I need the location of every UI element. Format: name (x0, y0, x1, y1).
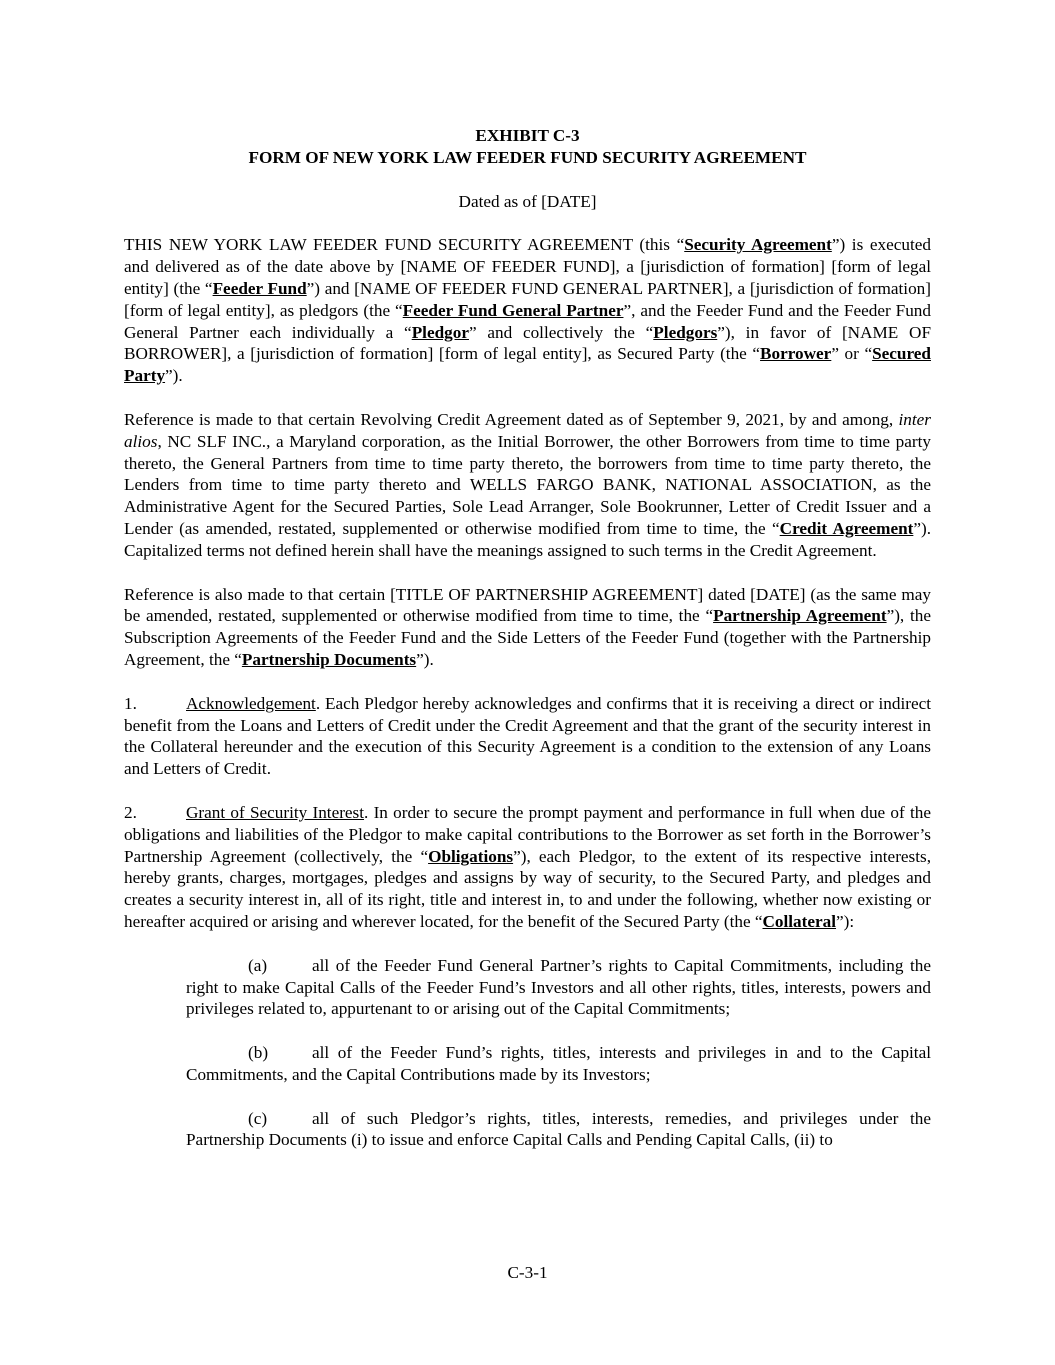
collateral-item-b (186, 1042, 931, 1086)
item-label: (c) (248, 1108, 268, 1128)
dated-line: Dated as of [DATE] (458, 191, 597, 211)
item-label: (a) (248, 955, 268, 975)
defined-term-partnership-documents: Partnership Documents (241, 649, 417, 669)
item-label: (b) (248, 1043, 269, 1063)
section-heading: Acknowledgement (186, 693, 316, 713)
defined-term-borrower: Borrower (760, 344, 832, 364)
reference-credit-agreement-paragraph: Reference is made to that certain Revolving Credit Agreement dated as of September 9, 2021, by and among, inter alios, NC SLF INC., a Maryland corporation, as the Initial Borrower, the other Borrowers from time to time party thereto, the General Partners from time to time party thereto, the borrowers from time to time party thereto, the Lenders from time to time party thereto and WELLS FARGO BANK, NATIONAL ASSOCIATION, as the Administrative Agent for the Secured Parties, Sole Lead Arranger, Sole Bookrunner, Letter of Credit Issuer and a Lender (as amended, restated, supplemented or otherwise modified from time to time, the “Credit Agreement”). Capitalized terms not defined herein shall have the meanings assigned to such terms in the Credit Agreement. (124, 409, 932, 560)
defined-term-pledgor: Pledgor (411, 322, 469, 342)
document-title: FORM OF NEW YORK LAW FEEDER FUND SECURITY AGREEMENT (248, 147, 807, 167)
item-text: all of the Feeder Fund General Partner’s rights to Capital Commitments, including the right to make Capital Calls of the Feeder Fund’s Investors and all other rights, titles, interests, powers and privileges related to, appurtenant to or arising out of the Capital Commitments; (186, 955, 931, 1019)
defined-term-feeder-fund: Feeder Fund (212, 278, 307, 298)
defined-term-obligations: Obligations (428, 846, 514, 866)
defined-term-collateral: Collateral (762, 911, 837, 931)
section-1-acknowledgement: 1. Acknowledgement. Each Pledgor hereby acknowledges and confirms that it is receiving a direct or indirect benefit from the Loans and Letters of Credit under the Credit Agreement and that the grant of the security interest in the Collateral hereunder and the execution of this Security Agreement is a condition to the extension of any Loans and Letters of Credit. (124, 693, 931, 779)
defined-term-pledgors: Pledgors (653, 322, 718, 342)
section-heading: Grant of Security Interest (186, 802, 365, 822)
defined-term-credit-agreement: Credit Agreement (779, 518, 914, 538)
collateral-item-a (186, 955, 931, 1020)
reference-partnership-agreement-paragraph: Reference is also made to that certain [TITLE OF PARTNERSHIP AGREEMENT] dated [DATE] (as the same may be amended, restated, supplemented or otherwise modified from time to time, the “Partnership Agreement”), the Subscription Agreements of the Feeder Fund and the Side Letters of the Feeder Fund (together with the Partnership Agreement, the “Partnership Documents”). (124, 584, 932, 669)
defined-term-security-agreement: Security Agreement (684, 235, 832, 255)
document-body (124, 125, 931, 1151)
item-text: all of such Pledgor’s rights, titles, interests, remedies, and privileges under the Partnership Documents (i) to issue and enforce Capital Calls and Pending Capital Calls, (ii) to (186, 1108, 931, 1150)
defined-term-feeder-fund-general-partner: Feeder Fund General Partner (402, 300, 624, 320)
collateral-item-c (186, 1108, 931, 1152)
section-number: 2. (124, 802, 137, 822)
page-number: C-3-1 (507, 1263, 548, 1282)
defined-term-secured-party: Secured Party (124, 344, 931, 386)
intro-paragraph: THIS NEW YORK LAW FEEDER FUND SECURITY AGREEMENT (this “Security Agreement”) is executed and delivered as of the date above by [NAME OF FEEDER FUND], a [jurisdiction of formation] [form of legal entity] (the “Feeder Fund”) and [NAME OF FEEDER FUND GENERAL PARTNER], a [jurisdiction of formation] [form of legal entity], as pledgors (the “Feeder Fund General Partner”, and the Feeder Fund and the Feeder Fund General Partner each individually a “Pledgor” and collectively the “Pledgors”), in favor of [NAME OF BORROWER], a [jurisdiction of formation] [form of legal entity], as Secured Party (the “Borrower” or “Secured Party”). (124, 235, 932, 386)
section-2-grant-of-security-interest: 2. Grant of Security Interest. In order to secure the prompt payment and performance in full when due of the obligations and liabilities of the Pledgor to make capital contributions to the Borrower as set forth in the Borrower’s Partnership Agreement (collectively, the “Obligations”), each Pledgor, to the extent of its respective interests, hereby grants, charges, mortgages, pledges and assigns by way of security, to the Secured Party, and pledges and creates a security interest in, all of its right, title and interest in, to and under the following, whether now existing or hereafter acquired or arising and wherever located, for the benefit of the Secured Party (the “Collateral”): (124, 802, 931, 931)
defined-term-partnership-agreement: Partnership Agreement (713, 606, 887, 626)
exhibit-label: EXHIBIT C-3 (475, 126, 580, 145)
item-text: all of the Feeder Fund’s rights, titles, interests and privileges in and to the Capital Commitments, and the Capital Contributions made by its Investors; (186, 1043, 931, 1084)
section-number: 1. (124, 693, 137, 713)
